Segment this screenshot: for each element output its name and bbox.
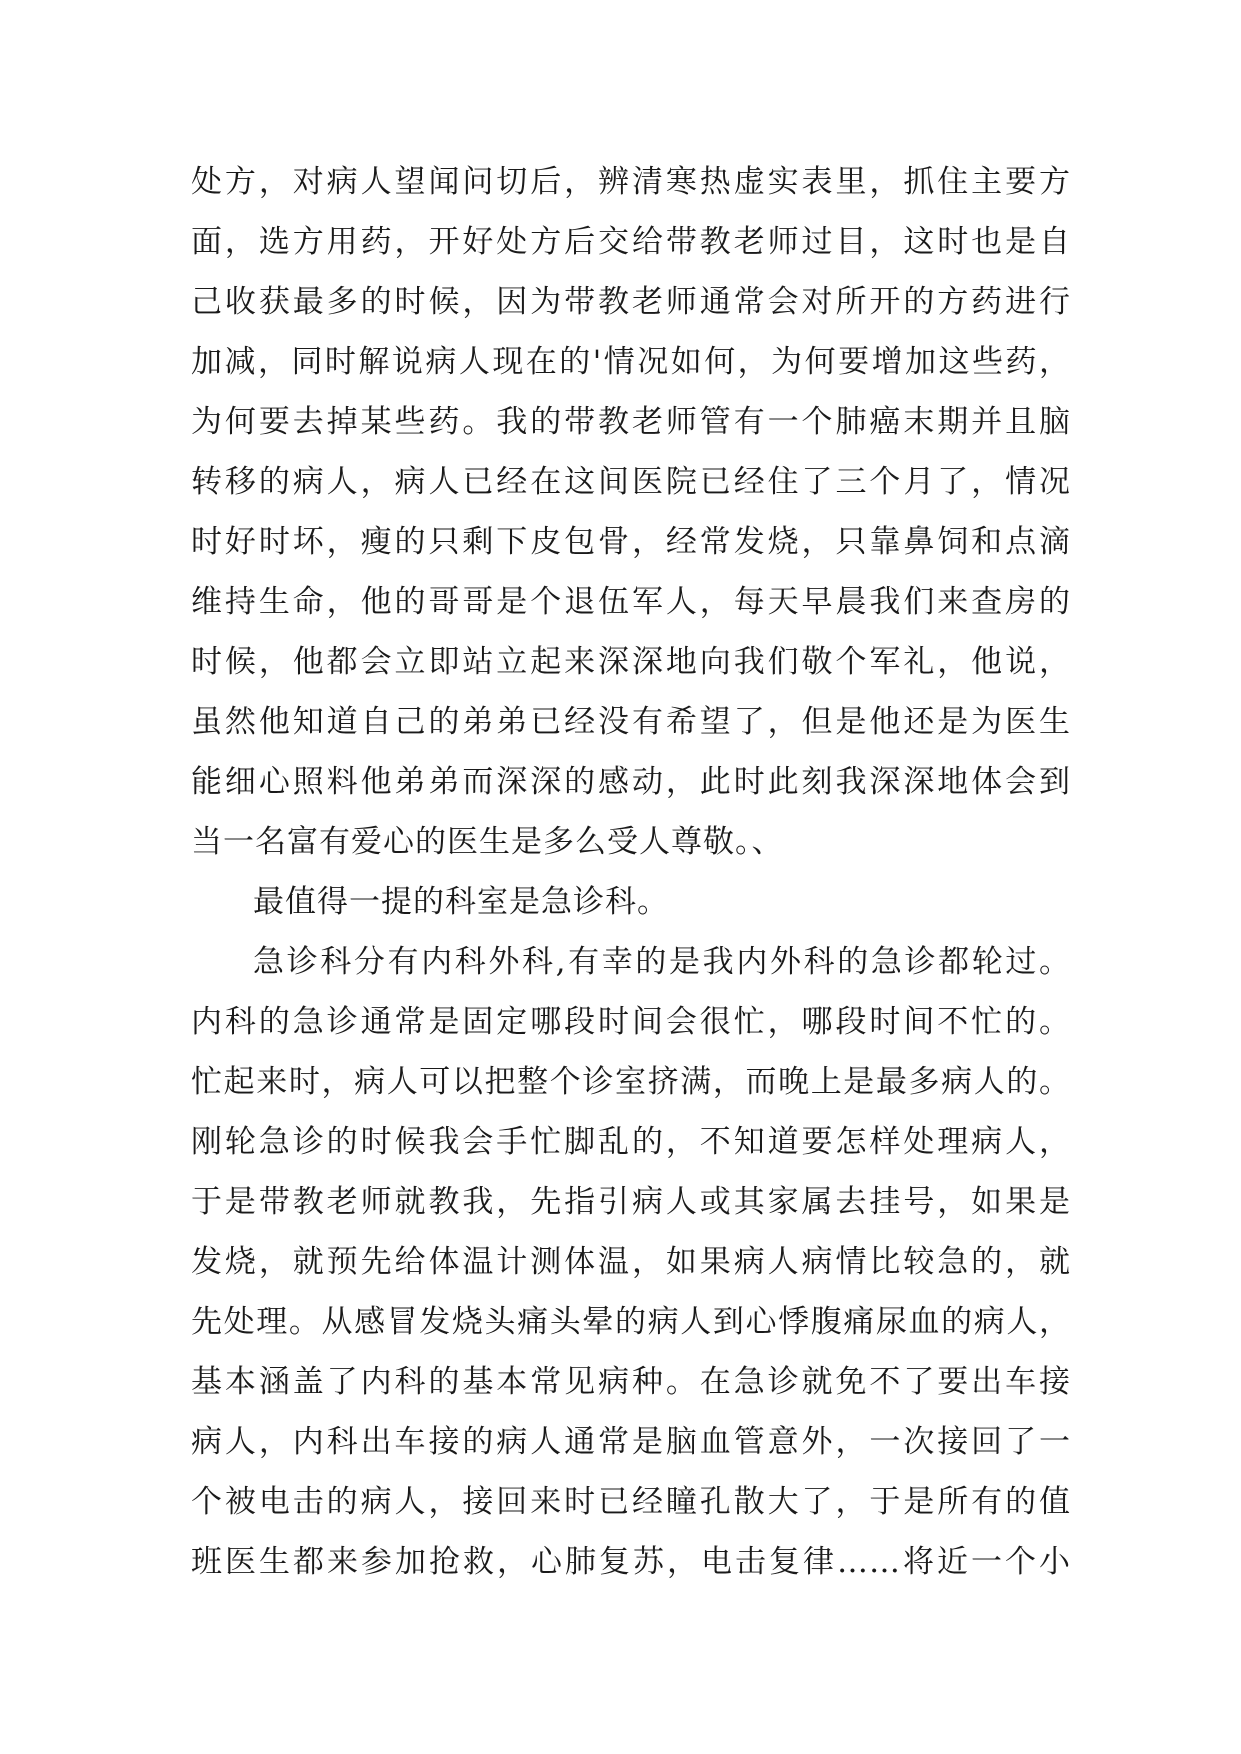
- text-line: 处方，对病人望闻问切后，辨清寒热虚实表里，抓住主要方: [191, 164, 1071, 200]
- text-line: 忙起来时，病人可以把整个诊室挤满，而晚上是最多病人的。: [191, 1064, 1071, 1100]
- text-line: 维持生命，他的哥哥是个退伍军人，每天早晨我们来查房的: [191, 584, 1071, 620]
- text-line: 时好时坏，瘦的只剩下皮包骨，经常发烧，只靠鼻饲和点滴: [191, 524, 1071, 560]
- text-line: 刚轮急诊的时候我会手忙脚乱的，不知道要怎样处理病人，: [191, 1124, 1071, 1160]
- text-line: 先处理。从感冒发烧头痛头晕的病人到心悸腹痛尿血的病人，: [191, 1304, 1071, 1340]
- paragraph-line: 最值得一提的科室是急诊科。: [253, 884, 669, 920]
- text-line: 内科的急诊通常是固定哪段时间会很忙，哪段时间不忙的。: [191, 1004, 1071, 1040]
- text-line: 于是带教老师就教我，先指引病人或其家属去挂号，如果是: [191, 1184, 1071, 1220]
- text-line: 个被电击的病人，接回来时已经瞳孔散大了，于是所有的值: [191, 1484, 1071, 1520]
- document-body: [191, 152, 1071, 1592]
- text-line: 转移的病人，病人已经在这间医院已经住了三个月了，情况: [191, 464, 1071, 500]
- text-line: 班医生都来参加抢救，心肺复苏，电击复律……将近一个小: [191, 1544, 1071, 1580]
- paragraph-end-line: 当一名富有爱心的医生是多么受人尊敬。、: [191, 824, 784, 860]
- text-line: 能细心照料他弟弟而深深的感动，此时此刻我深深地体会到: [191, 764, 1071, 800]
- text-line: 为何要去掉某些药。我的带教老师管有一个肺癌末期并且脑: [191, 404, 1071, 440]
- text-line: 发烧，就预先给体温计测体温，如果病人病情比较急的，就: [191, 1244, 1071, 1280]
- text-line: 时候，他都会立即站立起来深深地向我们敬个军礼，他说，: [191, 644, 1071, 680]
- text-line: 己收获最多的时候，因为带教老师通常会对所开的方药进行: [191, 284, 1071, 320]
- text-line: 加减，同时解说病人现在的'情况如何，为何要增加这些药，: [191, 344, 1071, 380]
- text-line: 病人，内科出车接的病人通常是脑血管意外，一次接回了一: [191, 1424, 1071, 1460]
- text-line: 面，选方用药，开好处方后交给带教老师过目，这时也是自: [191, 224, 1071, 260]
- text-line: 基本涵盖了内科的基本常见病种。在急诊就免不了要出车接: [191, 1364, 1071, 1400]
- text-line: 虽然他知道自己的弟弟已经没有希望了，但是他还是为医生: [191, 704, 1071, 740]
- paragraph-start-line: 急诊科分有内科外科,有幸的是我内外科的急诊都轮过。: [253, 944, 1071, 980]
